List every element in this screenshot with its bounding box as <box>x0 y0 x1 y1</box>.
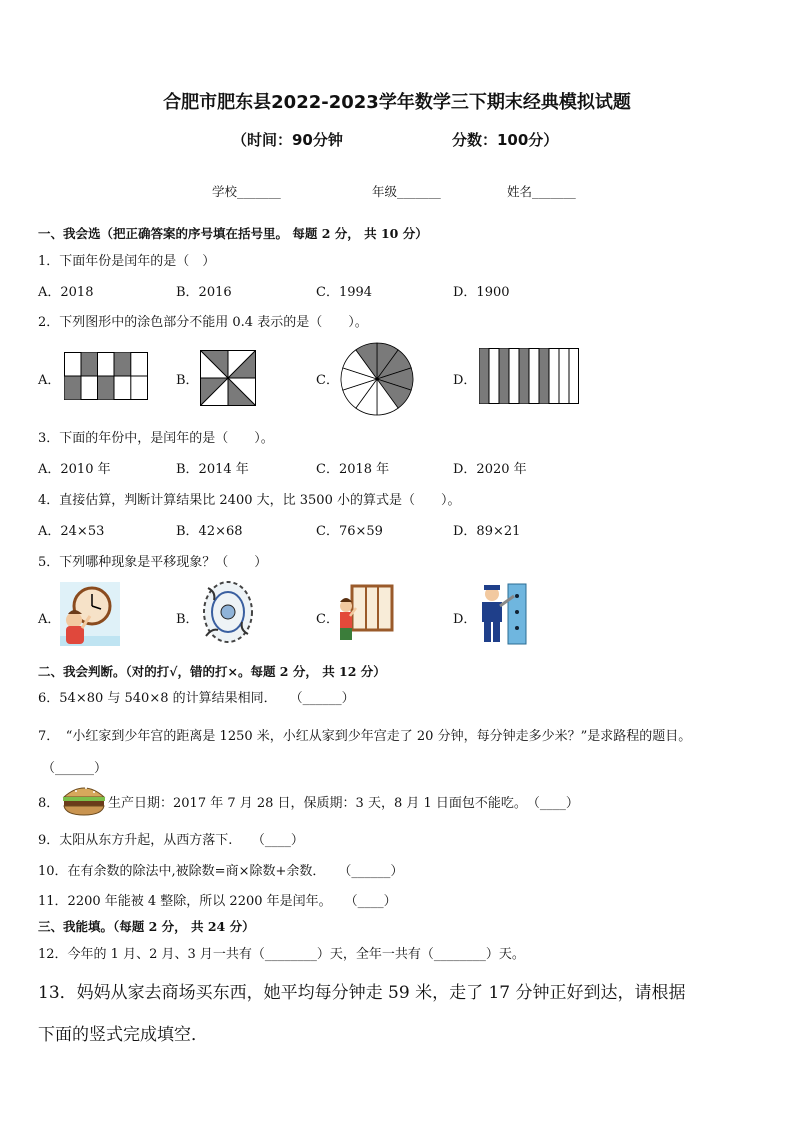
question-2: 2．下列图形中的涂色部分不能用 0.4 表示的是（ ）。 <box>38 315 368 330</box>
question-8: 生产日期：2017 年 7 月 28 日，保质期：3 天，8 月 1 日面包不能吃。 （____） <box>108 796 579 811</box>
q3-option-a: A．2010 年 <box>38 462 111 477</box>
q5-option-a: A． <box>38 612 61 627</box>
q2-option-c: C． <box>316 373 339 388</box>
spinning-wheel-picture <box>198 578 256 648</box>
question-8-number: 8． <box>38 796 60 811</box>
question-1: 1．下面年份是闰年的是（ ） <box>38 254 216 269</box>
question-7-answer-blank: （______） <box>42 761 108 776</box>
q2-option-d: D． <box>453 373 477 388</box>
grid-figure-a <box>64 352 148 400</box>
time-label: （时间：90分钟 <box>232 131 343 149</box>
q1-option-b: B．2016 <box>176 285 232 300</box>
question-5: 5．下列哪种现象是平移现象？（ ） <box>38 555 268 570</box>
sliding-window-picture <box>336 584 394 644</box>
question-13-line-1: 13．妈妈从家去商场买东西，她平均每分钟走 59 米，走了 17 分钟正好到达，请根据 <box>38 983 686 1003</box>
q1-option-d: D．1900 <box>453 285 510 300</box>
q2-option-a: A． <box>38 373 61 388</box>
question-4: 4．直接估算，判断计算结果比 2400 大，比 3500 小的算式是（ ）。 <box>38 493 461 508</box>
q1-option-a: A．2018 <box>38 285 94 300</box>
name-field: 姓名_______ <box>507 184 576 199</box>
question-12: 12．今年的 1 月、2 月、3 月一共有（________）天，全年一共有（________）天。 <box>38 947 525 962</box>
question-13-line-2: 下面的竖式完成填空． <box>38 1025 208 1045</box>
page-title: 合肥市肥东县2022-2023学年数学三下期末经典模拟试题 <box>163 92 631 113</box>
q4-option-c: C．76×59 <box>316 524 383 539</box>
square-figure-b <box>200 350 256 406</box>
q2-option-b: B． <box>176 373 199 388</box>
worker-wrench-picture <box>476 582 532 646</box>
score-label: 分数：100分） <box>452 131 559 149</box>
question-10: 10．在有余数的除法中,被除数=商×除数+余数． （______） <box>38 864 404 879</box>
section-2-heading: 二、我会判断。（对的打√，错的打×。每题 2 分， 共 12 分） <box>38 664 386 679</box>
q1-option-c: C．1994 <box>316 285 373 300</box>
q4-option-b: B．42×68 <box>176 524 243 539</box>
question-6: 6．54×80 与 540×8 的计算结果相同． （______） <box>38 691 355 706</box>
q3-option-d: D．2020 年 <box>453 462 527 477</box>
question-9: 9．太阳从东方升起，从西方落下. （____） <box>38 833 304 848</box>
bread-picture <box>60 781 108 817</box>
q3-option-b: B．2014 年 <box>176 462 249 477</box>
q3-option-c: C．2018 年 <box>316 462 390 477</box>
clock-picture <box>60 582 120 646</box>
question-7: 7． “小红家到少年宫的距离是 1250 米，小红从家到少年宫走了 20 分钟，每分钟走多少米？”是求路程的题目。 <box>38 729 692 744</box>
q4-option-a: A．24×53 <box>38 524 105 539</box>
q4-option-d: D．89×21 <box>453 524 521 539</box>
section-1-heading: 一、我会选（把正确答案的序号填在括号里。 每题 2 分， 共 10 分） <box>38 226 428 241</box>
strip-figure-d <box>479 348 579 404</box>
q5-option-d: D． <box>453 612 477 627</box>
grade-field: 年级_______ <box>372 184 441 199</box>
section-3-heading: 三、我能填。（每题 2 分， 共 24 分） <box>38 919 255 934</box>
school-field: 学校_______ <box>212 184 281 199</box>
question-3: 3．下面的年份中，是闰年的是（ ）。 <box>38 431 274 446</box>
q5-option-b: B． <box>176 612 199 627</box>
circle-figure-c <box>340 342 414 416</box>
q5-option-c: C． <box>316 612 339 627</box>
question-11: 11．2200 年能被 4 整除，所以 2200 年是闰年。 （____） <box>38 894 397 909</box>
